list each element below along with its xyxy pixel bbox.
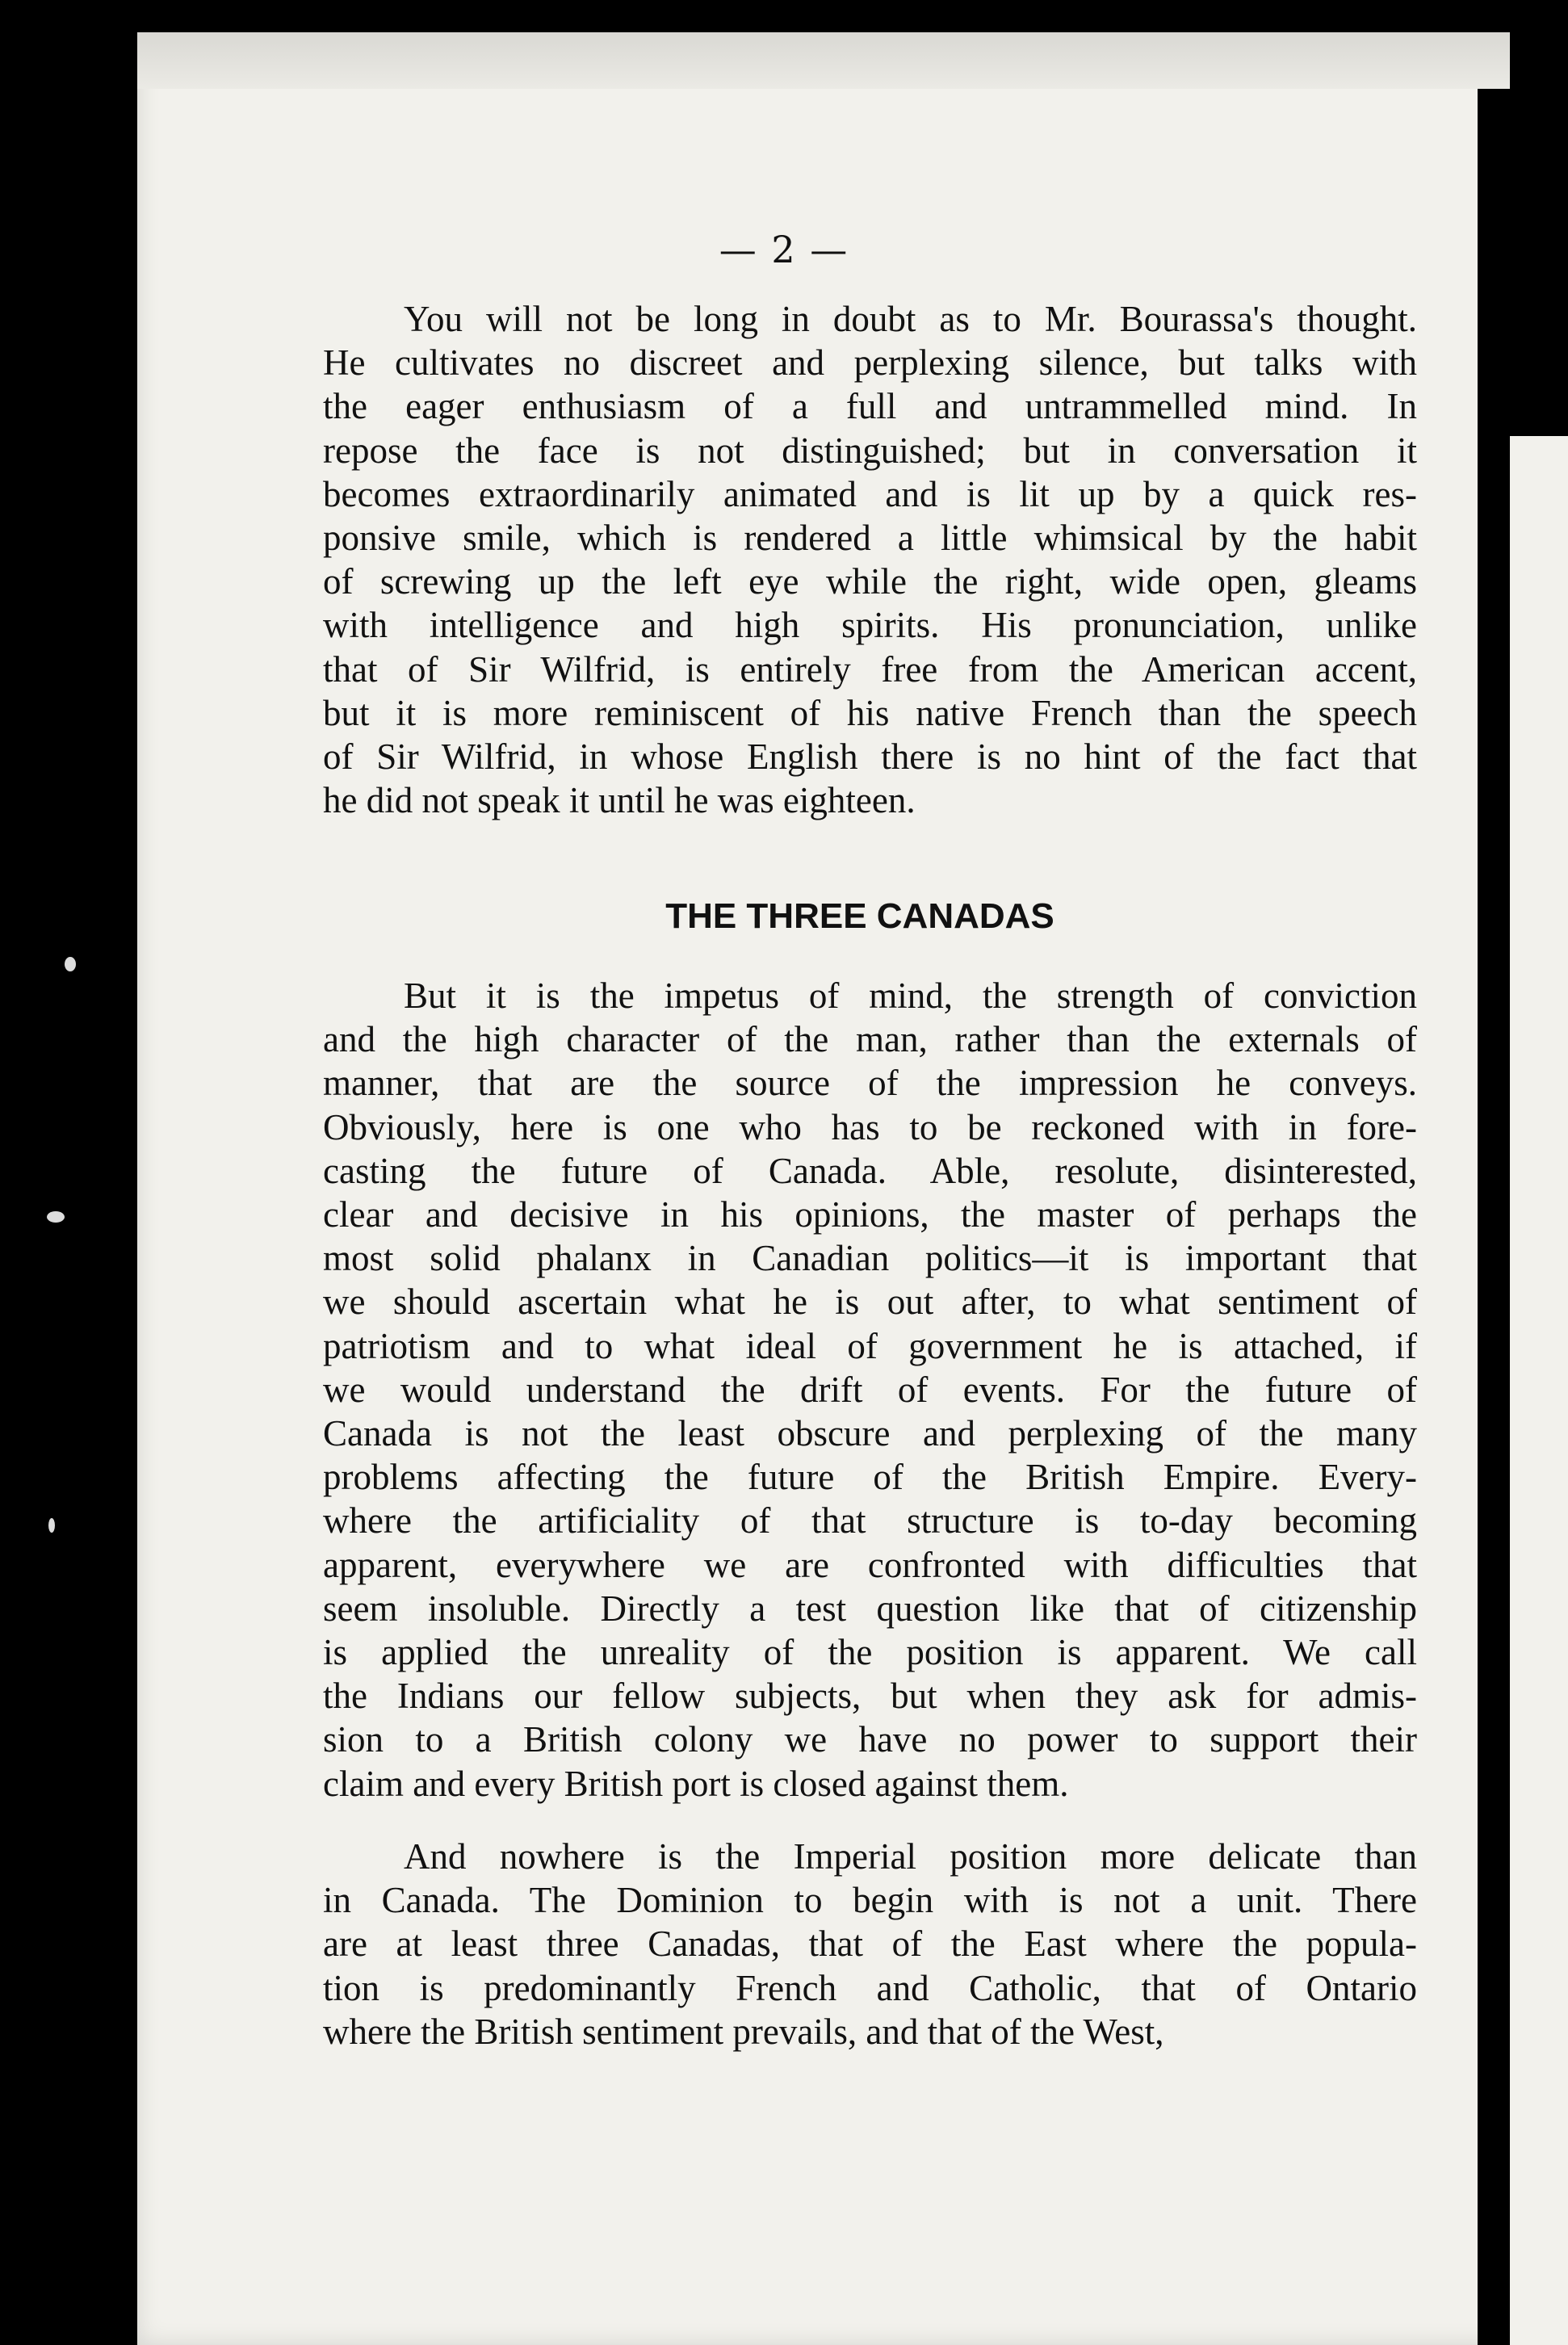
text-line: claim and every British port is closed against them. [323,1763,1069,1804]
page-number: — 2 — [719,228,849,271]
text-line: are at least three Canadas, that of the East where the popula- [323,1923,1417,1965]
text-line: patriotism and to what ideal of government he is attached, if [323,1325,1417,1366]
text-line: most solid phalanx in Canadian politics—it is important that [323,1238,1417,1279]
text-line: in Canada. The Dominion to begin with is not a unit. There [323,1880,1417,1921]
paragraph-2 [323,974,1417,1806]
text-line: we would understand the drift of events. For the future of [323,1369,1417,1410]
section-heading: THE THREE CANADAS [665,896,1054,936]
text-line: he did not speak it until he was eighteen. [323,780,916,821]
text-line: becomes extraordinarily animated and is lit up by a quick res- [323,473,1417,514]
text-line: that of Sir Wilfrid, is entirely free from the American accent, [323,648,1417,690]
paragraph-3 [323,1835,1417,2053]
text-line: seem insoluble. Directly a test question like that of citizenship [323,1588,1417,1629]
text-line: is applied the unreality of the position is apparent. We call [323,1632,1417,1673]
text-line: Obviously, here is one who has to be reckoned with in fore- [323,1106,1417,1147]
text-line: problems affecting the future of the British Empire. Every- [323,1457,1417,1498]
paragraph-1 [323,297,1417,822]
text-line: sion to a British colony we have no power to support their [323,1719,1417,1760]
text-line: ponsive smile, which is rendered a little whimsical by the habit [323,518,1417,559]
text-line: where the British sentiment prevails, and that of the West, [323,2011,1164,2052]
text-line: but it is more reminiscent of his native French than the speech [323,692,1417,733]
text-line: repose the face is not distinguished; but in conversation it [323,430,1417,471]
text-line: apparent, everywhere we are confronted with difficulties that [323,1544,1417,1585]
text-line: of screwing up the left eye while the right, wide open, gleams [323,561,1417,602]
right-paper-strip [1510,436,1568,2345]
text-line: we should ascertain what he is out after, to what sentiment of [323,1282,1417,1323]
text-line: clear and decisive in his opinions, the master of perhaps the [323,1194,1417,1235]
text-line: the eager enthusiasm of a full and untrammelled mind. In [323,386,1417,427]
text-line: tion is predominantly French and Catholic, that of Ontario [323,1967,1417,2008]
text-line: casting the future of Canada. Able, resolute, disinterested, [323,1150,1417,1191]
text-line: Canada is not the least obscure and perplexing of the many [323,1413,1417,1454]
text-line: You will not be long in doubt as to Mr. Bourassa's thought. [404,299,1417,339]
text-line: the Indians our fellow subjects, but when they ask for admis- [323,1676,1417,1717]
dust-speck [48,1518,55,1533]
text-line: with intelligence and high spirits. His pronunciation, unlike [323,605,1417,646]
text-line: And nowhere is the Imperial position more delicate than [404,1836,1417,1877]
text-line: He cultivates no discreet and perplexing silence, but talks with [323,342,1417,384]
page-top-fold [137,32,1510,89]
text-line: where the artificiality of that structure is to-day becoming [323,1500,1417,1542]
text-line: But it is the impetus of mind, the strength of conviction [404,975,1417,1016]
text-line: of Sir Wilfrid, in whose English there is no hint of the fact that [323,736,1417,778]
dust-speck [65,957,76,971]
text-line: and the high character of the man, rather than the externals of [323,1019,1417,1060]
dust-speck [47,1211,65,1223]
text-line: manner, that are the source of the impression he conveys. [323,1063,1417,1104]
